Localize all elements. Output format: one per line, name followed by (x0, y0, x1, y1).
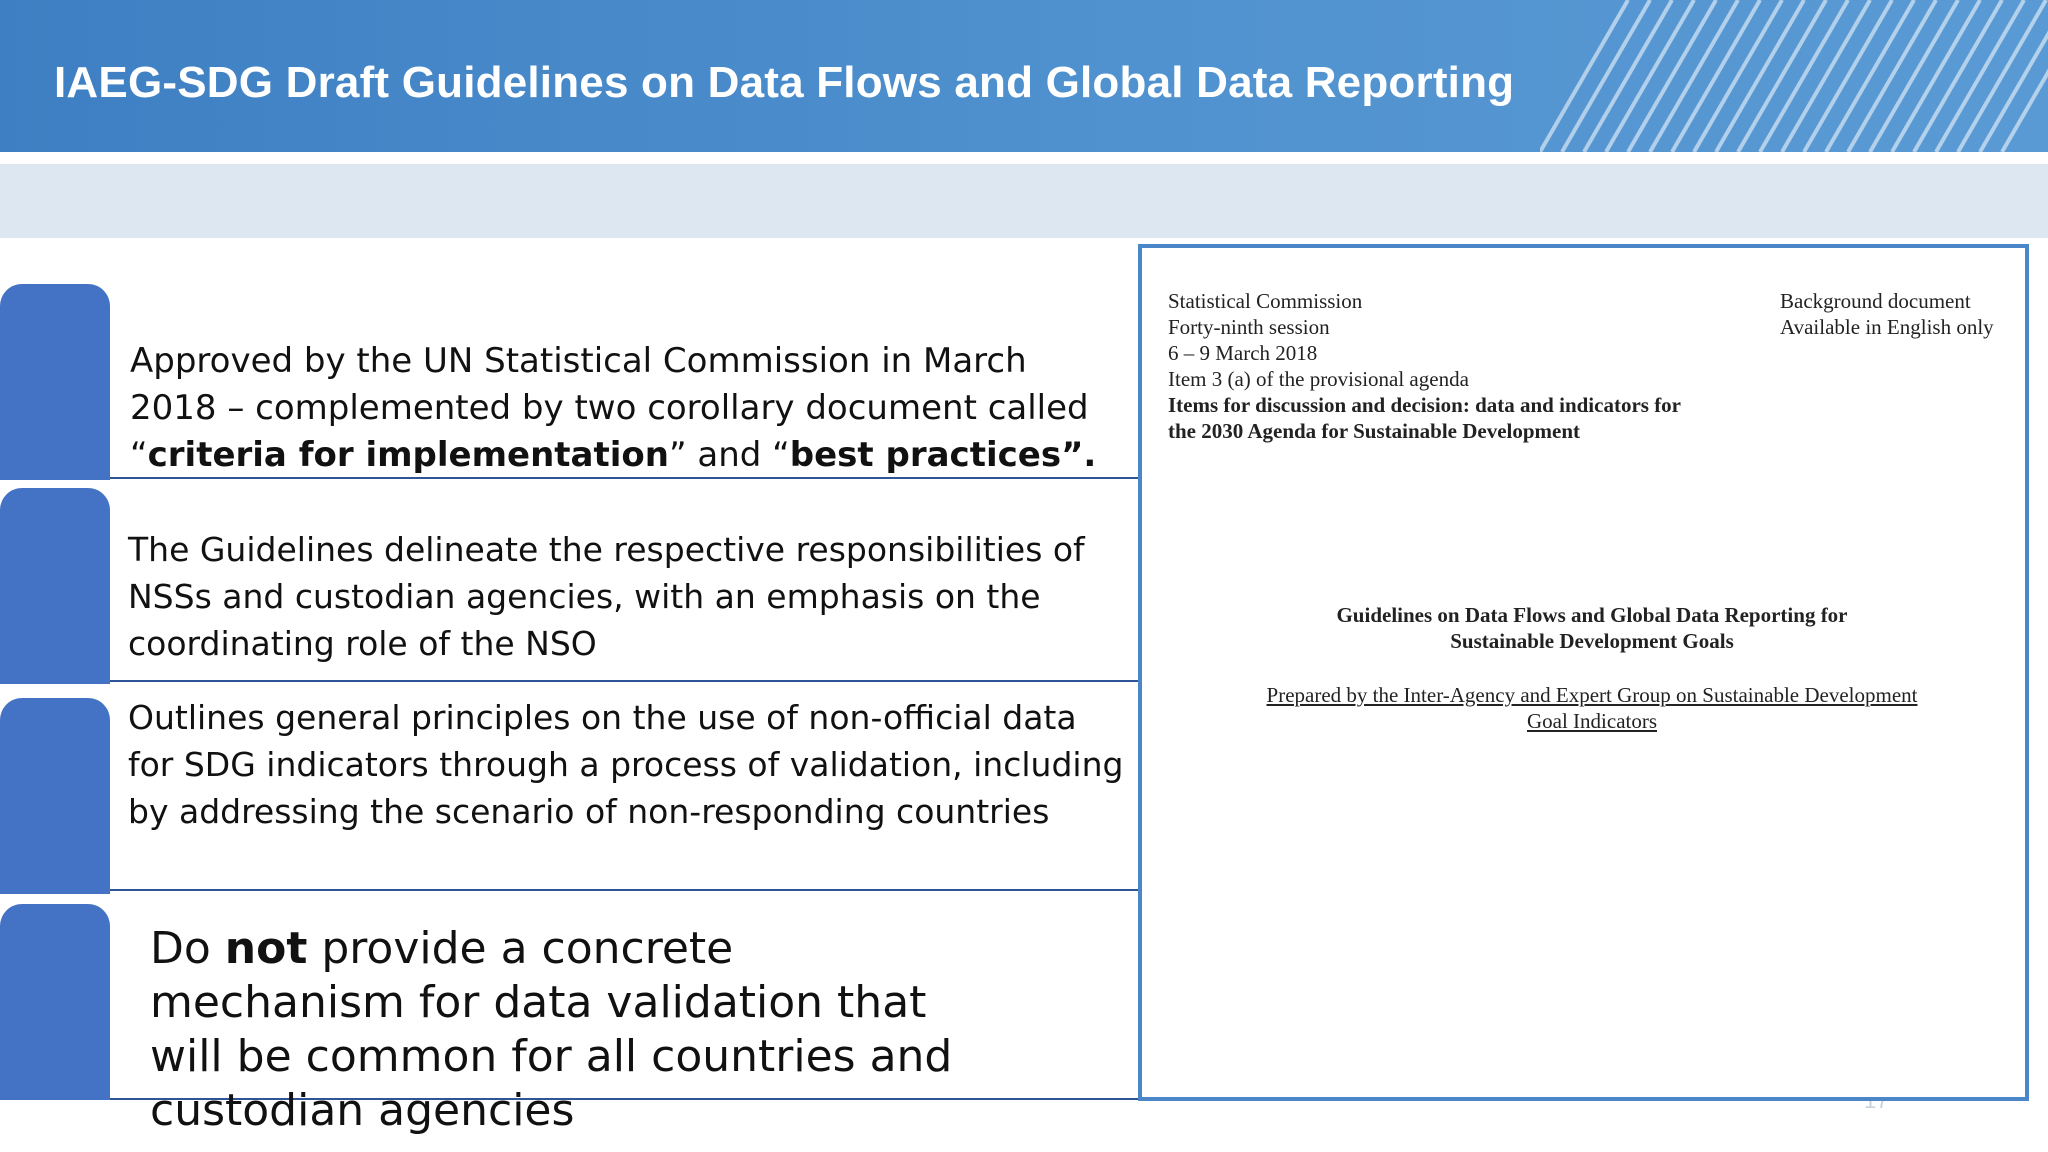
point-1-pre: Approved by the UN Statistical Commission in March 2018 – complemented by two corollary document called “ (130, 341, 1089, 475)
point-4-pre: Do (150, 923, 225, 974)
document-header-right (1780, 288, 2020, 340)
point-1-post: ”. (1061, 435, 1097, 475)
doc-title-line-1: Guidelines on Data Flows and Global Data Reporting for (1336, 603, 1848, 627)
doc-line-background: Background document (1780, 289, 1971, 313)
point-4-bold: not (224, 923, 308, 974)
document-title (1222, 602, 1962, 654)
slide-title: IAEG-SDG Draft Guidelines on Data Flows and Global Data Reporting (54, 58, 1515, 107)
doc-line-items-bold-1: Items for discussion and decision: data and indicators for (1168, 393, 1682, 417)
point-text-2: The Guidelines delineate the respective responsibilities of NSSs and custodian agencies, with an emphasis on the coordinating role of the NSO (128, 530, 1085, 663)
point-divider-2 (110, 680, 1138, 682)
doc-line-language: Available in English only (1780, 315, 1994, 339)
doc-line-dates: 6 – 9 March 2018 (1168, 341, 1318, 365)
point-text-1 (130, 338, 1120, 479)
doc-line-commission: Statistical Commission (1168, 289, 1363, 313)
point-1-mid: ” and “ (668, 435, 790, 475)
point-4-post: provide a concrete mechanism for data validation that will be common for all countries and custodian agencies (150, 923, 953, 1136)
point-tab-4 (0, 904, 110, 1100)
point-text-3: Outlines general principles on the use of non-official data for SDG indicators through a process of validation, including by addressing the scenario of non-responding countries (128, 698, 1124, 831)
point-tab-2 (0, 488, 110, 684)
doc-line-session: Forty-ninth session (1168, 315, 1330, 339)
point-1-bold-2: best practices (789, 435, 1062, 475)
document-preview (1138, 244, 2029, 1101)
doc-title-line-2: Sustainable Development Goals (1450, 629, 1734, 653)
title-bar (0, 0, 2048, 152)
document-header-left (1168, 288, 1768, 444)
point-1-bold-1: criteria for implementation (147, 435, 669, 475)
point-tab-1 (0, 284, 110, 480)
document-prepared-by (1202, 682, 1982, 734)
point-divider-3 (110, 889, 1138, 891)
doc-prepared-line-2: Goal Indicators (1526, 709, 1658, 733)
point-tab-3 (0, 698, 110, 894)
doc-prepared-line-1: Prepared by the Inter-Agency and Expert Group on Sustainable Development (1266, 683, 1918, 707)
doc-line-item: Item 3 (a) of the provisional agenda (1168, 367, 1469, 391)
subtitle-band (0, 164, 2048, 238)
doc-line-items-bold-2: the 2030 Agenda for Sustainable Development (1168, 419, 1581, 443)
decorative-stripes (1540, 0, 2048, 152)
point-text-4 (150, 922, 990, 1138)
